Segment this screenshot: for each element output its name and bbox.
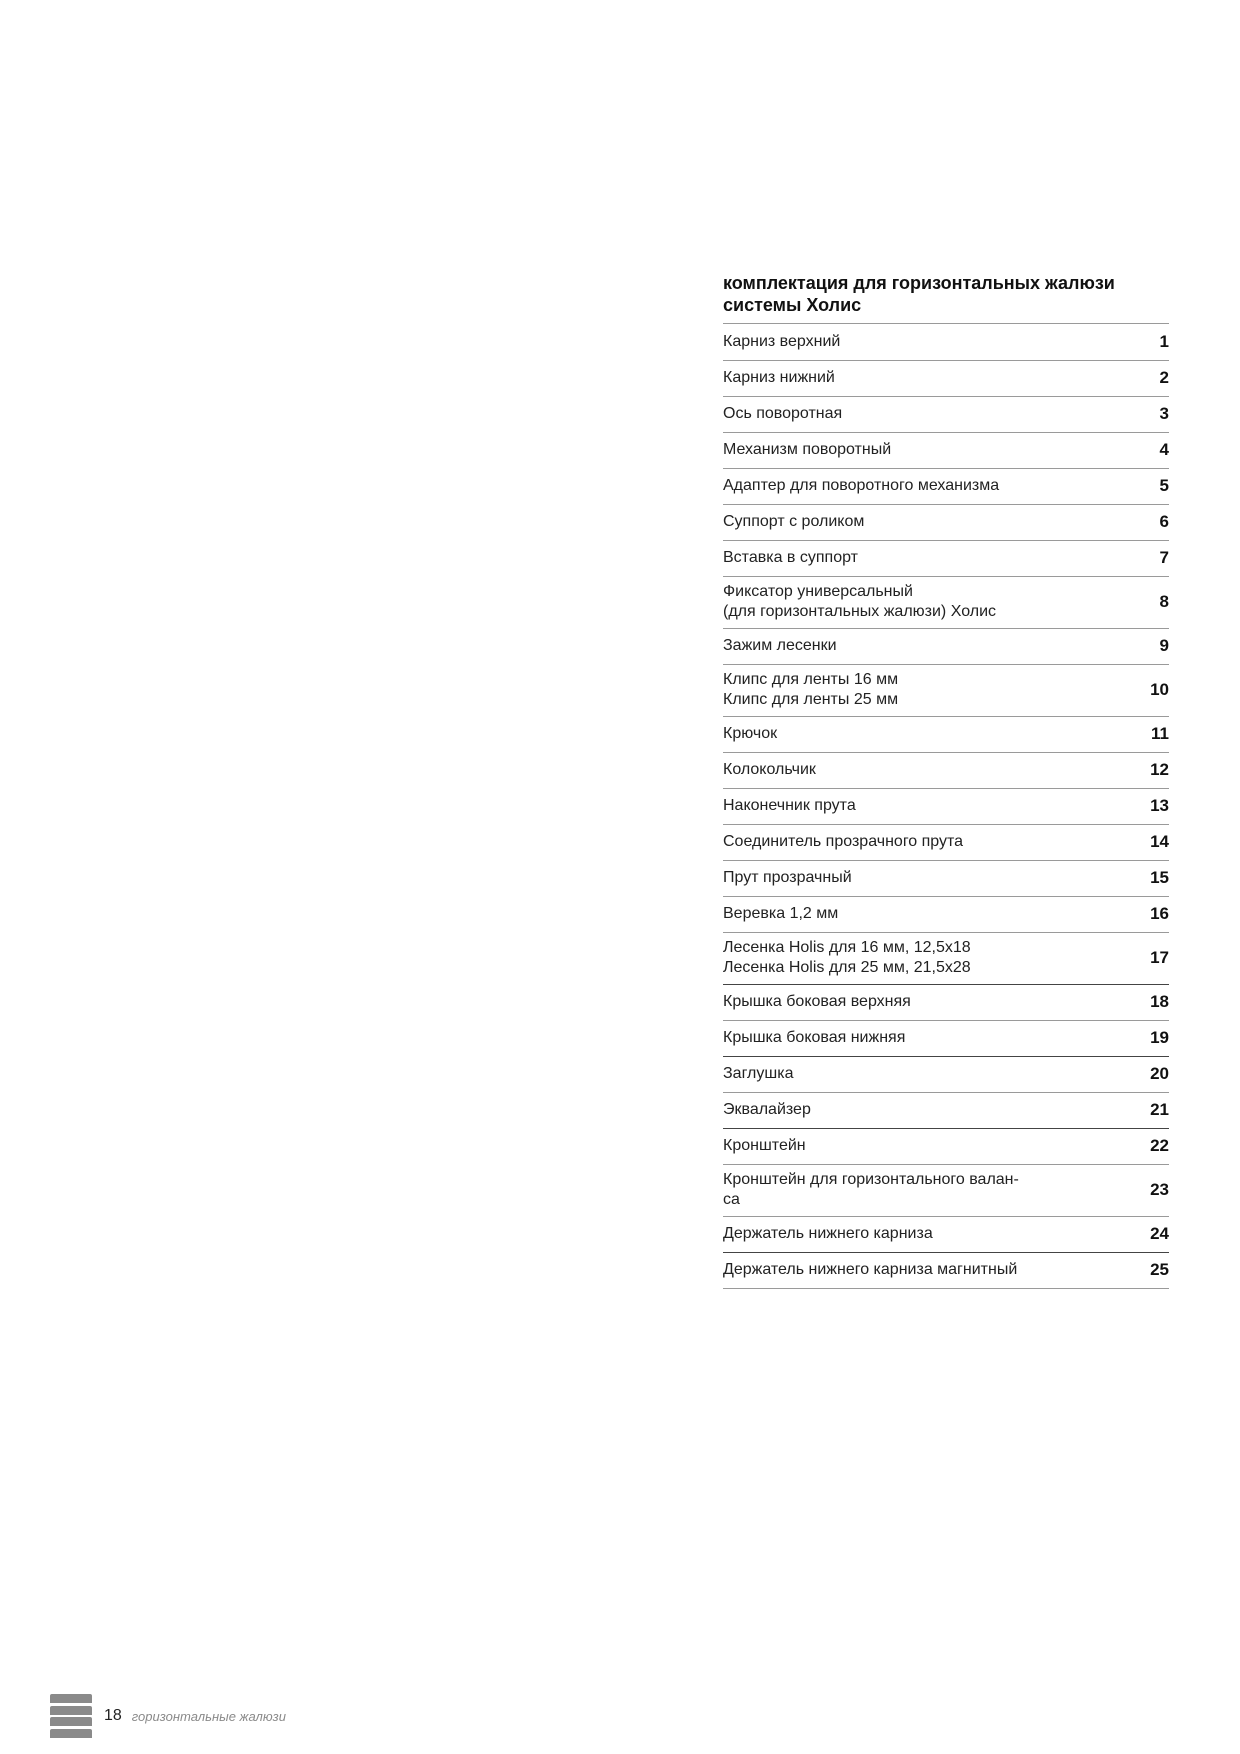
part-row-10 xyxy=(723,664,1169,717)
part-name: Суппорт с роликом xyxy=(723,513,865,530)
part-number: 18 xyxy=(1150,992,1169,1011)
part-name: Крючок xyxy=(723,725,778,742)
part-number: 25 xyxy=(1150,1260,1169,1279)
part-number: 3 xyxy=(1159,404,1169,423)
part-number: 7 xyxy=(1159,548,1169,567)
part-number: 24 xyxy=(1150,1224,1169,1243)
part-row-7 xyxy=(723,540,1169,577)
part-row-5 xyxy=(723,468,1169,505)
part-number: 12 xyxy=(1150,760,1169,779)
part-name: Карниз верхний xyxy=(723,333,841,350)
part-name: Крышка боковая верхняя xyxy=(723,993,911,1010)
part-number: 4 xyxy=(1159,440,1169,459)
part-row-20 xyxy=(723,1056,1169,1093)
part-row-4 xyxy=(723,432,1169,469)
part-number: 1 xyxy=(1159,332,1169,351)
part-row-23 xyxy=(723,1164,1169,1217)
part-row-19 xyxy=(723,1020,1169,1057)
part-number: 22 xyxy=(1150,1136,1169,1155)
part-name: Прут прозрачный xyxy=(723,869,852,886)
part-row-2 xyxy=(723,360,1169,397)
part-row-22 xyxy=(723,1128,1169,1165)
part-name: Соединитель прозрачного прута xyxy=(723,833,964,850)
part-row-18 xyxy=(723,984,1169,1021)
parts-list-section xyxy=(723,272,1169,1289)
part-row-12 xyxy=(723,752,1169,789)
part-number: 10 xyxy=(1150,680,1169,699)
part-row-16 xyxy=(723,896,1169,933)
section-name: горизонтальные жалюзи xyxy=(131,1708,286,1724)
part-name: Ось поворотная xyxy=(723,405,843,422)
part-name: Вставка в суппорт xyxy=(723,549,858,566)
page-footer xyxy=(50,1694,286,1738)
part-name: Колокольчик xyxy=(723,761,816,778)
part-number: 13 xyxy=(1150,796,1169,815)
part-name: Клипс для ленты 16 мм Клипс для ленты 25 мм xyxy=(723,671,899,708)
part-number: 16 xyxy=(1150,904,1169,923)
part-row-8 xyxy=(723,576,1169,629)
part-name: Адаптер для поворотного механизма xyxy=(723,477,1000,494)
part-number: 14 xyxy=(1150,832,1169,851)
part-name: Зажим лесенки xyxy=(723,637,837,654)
part-number: 17 xyxy=(1150,948,1169,967)
part-row-15 xyxy=(723,860,1169,897)
part-name: Крышка боковая нижняя xyxy=(723,1029,906,1046)
part-number: 23 xyxy=(1150,1180,1169,1199)
part-name: Держатель нижнего карниза xyxy=(723,1225,933,1242)
part-row-24 xyxy=(723,1216,1169,1253)
part-name: Наконечник прута xyxy=(723,797,856,814)
part-name: Держатель нижнего карниза магнитный xyxy=(723,1261,1018,1278)
parts-title-line-1: комплектация для горизонтальных жалюзи xyxy=(723,273,1115,293)
part-number: 2 xyxy=(1159,368,1169,387)
part-row-9 xyxy=(723,628,1169,665)
parts-title-line-2: системы Холис xyxy=(723,295,862,315)
part-number: 9 xyxy=(1159,636,1169,655)
part-row-14 xyxy=(723,824,1169,861)
part-name: Кронштейн для горизонтального валан- са xyxy=(723,1171,1019,1208)
part-number: 21 xyxy=(1150,1100,1169,1119)
part-name: Лесенка Holis для 16 мм, 12,5x18 Лесенка Holis для 25 мм, 21,5x28 xyxy=(723,939,971,976)
part-name: Веревка 1,2 мм xyxy=(723,905,839,922)
part-name: Механизм поворотный xyxy=(723,441,892,458)
part-name: Кронштейн xyxy=(723,1137,806,1154)
page-number: 18 xyxy=(104,1707,122,1724)
part-row-25 xyxy=(723,1252,1169,1289)
part-number: 19 xyxy=(1150,1028,1169,1047)
part-number: 8 xyxy=(1159,592,1169,611)
parts-title xyxy=(723,272,1169,324)
part-row-1 xyxy=(723,324,1169,361)
part-number: 6 xyxy=(1159,512,1169,531)
blinds-logo-icon xyxy=(50,1694,92,1738)
part-number: 11 xyxy=(1151,724,1169,743)
part-number: 20 xyxy=(1150,1064,1169,1083)
part-number: 15 xyxy=(1150,868,1169,887)
part-row-21 xyxy=(723,1092,1169,1129)
parts-list xyxy=(723,324,1169,1289)
part-row-13 xyxy=(723,788,1169,825)
part-name: Заглушка xyxy=(723,1065,794,1082)
part-row-17 xyxy=(723,932,1169,985)
part-number: 5 xyxy=(1159,476,1169,495)
part-row-6 xyxy=(723,504,1169,541)
part-name: Эквалайзер xyxy=(723,1101,811,1118)
part-name: Фиксатор универсальный (для горизонтальных жалюзи) Холис xyxy=(723,583,997,620)
part-row-3 xyxy=(723,396,1169,433)
part-row-11 xyxy=(723,716,1169,753)
part-name: Карниз нижний xyxy=(723,369,835,386)
